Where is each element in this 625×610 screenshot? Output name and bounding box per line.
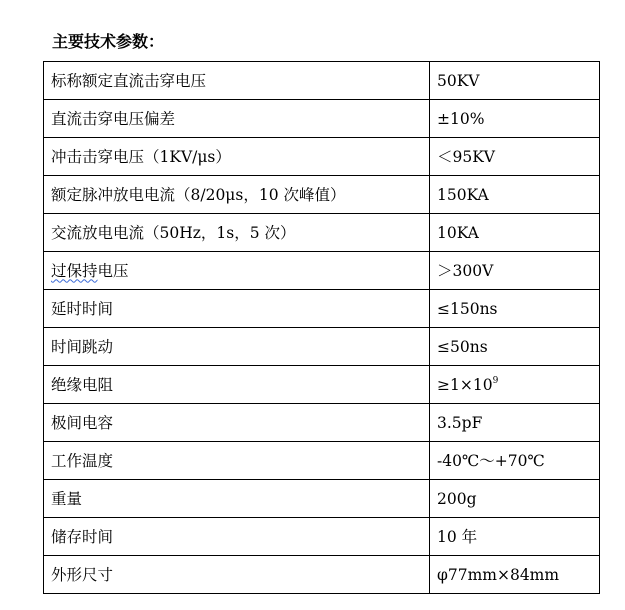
param-cell: 交流放电电流（50Hz，1s，5 次）	[44, 214, 430, 252]
param-cell: 延时时间	[44, 290, 430, 328]
table-row	[44, 290, 600, 328]
param-cell: 极间电容	[44, 404, 430, 442]
table-row	[44, 328, 600, 366]
value-cell: ≤50ns	[430, 328, 600, 366]
table-row	[44, 176, 600, 214]
value-cell: 200g	[430, 480, 600, 518]
value-cell: ±10%	[430, 100, 600, 138]
param-text: 电压	[97, 261, 129, 280]
value-cell: ＞300V	[430, 252, 600, 290]
value-cell: ≤150ns	[430, 290, 600, 328]
table-row	[44, 518, 600, 556]
param-cell: 储存时间	[44, 518, 430, 556]
param-cell	[44, 252, 430, 290]
table-row	[44, 442, 600, 480]
value-exponent: 9	[492, 375, 499, 386]
value-base: ≥1×10	[437, 375, 493, 394]
table-row	[44, 138, 600, 176]
table-row	[44, 252, 600, 290]
value-cell: 10 年	[430, 518, 600, 556]
param-cell: 外形尺寸	[44, 556, 430, 594]
value-cell: ＜95KV	[430, 138, 600, 176]
table-row	[44, 404, 600, 442]
table-row	[44, 214, 600, 252]
spellcheck-underlined-text[interactable]: 过保持	[51, 261, 98, 280]
spec-table	[43, 61, 600, 594]
table-row	[44, 62, 600, 100]
value-cell	[430, 366, 600, 404]
value-cell: 3.5pF	[430, 404, 600, 442]
param-cell: 重量	[44, 480, 430, 518]
param-cell: 冲击击穿电压（1KV/μs）	[44, 138, 430, 176]
param-cell: 工作温度	[44, 442, 430, 480]
section-heading: 主要技术参数：	[52, 32, 165, 51]
param-cell: 绝缘电阻	[44, 366, 430, 404]
param-cell: 时间跳动	[44, 328, 430, 366]
table-row	[44, 556, 600, 594]
value-cell: 10KA	[430, 214, 600, 252]
value-cell: φ77mm×84mm	[430, 556, 600, 594]
param-cell: 额定脉冲放电电流（8/20μs，10 次峰值）	[44, 176, 430, 214]
table-row	[44, 366, 600, 404]
value-cell: 50KV	[430, 62, 600, 100]
table-row	[44, 480, 600, 518]
value-cell: 150KA	[430, 176, 600, 214]
param-cell: 标称额定直流击穿电压	[44, 62, 430, 100]
value-cell: -40℃～+70℃	[430, 442, 600, 480]
param-cell: 直流击穿电压偏差	[44, 100, 430, 138]
table-row	[44, 100, 600, 138]
